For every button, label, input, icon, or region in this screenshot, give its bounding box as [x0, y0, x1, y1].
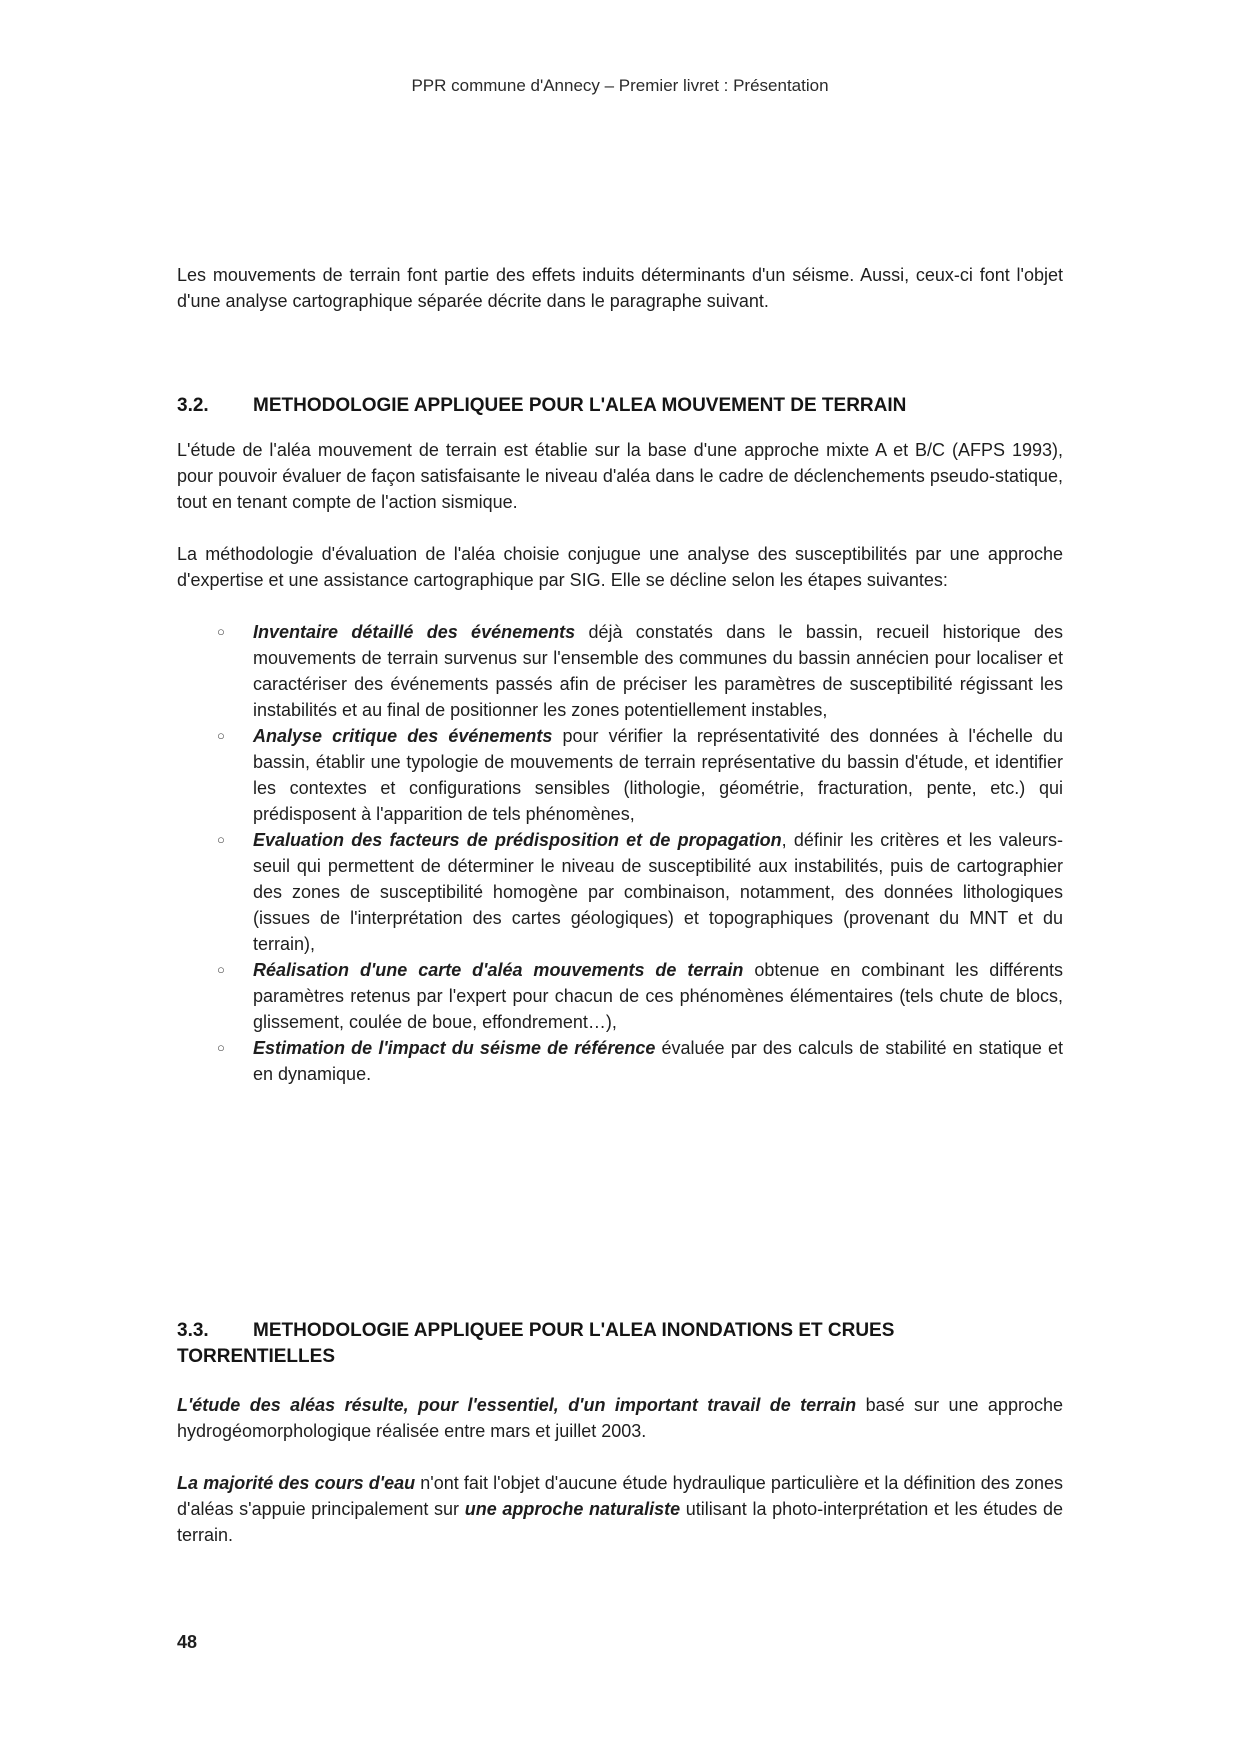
section-3-3-heading-continued: TORRENTIELLES: [177, 1346, 335, 1367]
section-3-2-heading: [177, 393, 1063, 419]
section-number: 3.2.: [177, 395, 209, 416]
list-item: [177, 619, 1063, 723]
emphasis-text: L'étude des aléas résulte, pour l'essentiel, d'un important travail de terrain: [177, 1395, 857, 1415]
step-title: Réalisation d'une carte d'aléa mouvements de terrain: [253, 960, 744, 980]
body-text: utilisant la photo-interprétation et les études de terrain.: [177, 1499, 1063, 1545]
step-text: pour vérifier la représentativité des données à l'échelle du bassin, établir une typologie de mouvements de terrain représentative du bassin d'étude, et identifier les contextes et configurations sensibles (lithologie, géométrie, fracturation, pente, etc.) qui prédisposent à l'apparition de tels phénomènes,: [253, 726, 1064, 824]
list-item: [177, 723, 1063, 827]
section-3-3: [177, 1318, 1063, 1548]
step-text: obtenue en combinant les différents paramètres retenus par l'expert pour chacun de ces phénomènes élémentaires (tels chute de blocs, glissement, coulée de boue, effondrement…),: [253, 960, 1063, 1032]
list-item: [177, 827, 1063, 957]
step-text: déjà constatés dans le bassin, recueil historique des mouvements de terrain survenus sur l'ensemble des communes du bassin annécien pour localiser et caractériser des événements passés afin de préciser les paramètres de susceptibilité régissant les instabilités et au final de positionner les zones potentiellement instables,: [253, 622, 1063, 720]
section-3-3-heading: [177, 1318, 1063, 1344]
intro-paragraph: Les mouvements de terrain font partie des effets induits déterminants d'un séisme. Aussi, ceux-ci font l'objet d'une analyse cartographique séparée décrite dans le paragraphe suivant.: [177, 265, 1063, 311]
section-3-2-paragraph-1: L'étude de l'aléa mouvement de terrain est établie sur la base d'une approche mixte A et B/C (AFPS 1993), pour pouvoir évaluer de façon satisfaisante le niveau d'aléa dans le cadre de déclenchements pseudo-statique, tout en tenant compte de l'action sismique.: [177, 440, 1063, 512]
list-item: [177, 1035, 1063, 1087]
step-text: évaluée par des calculs de stabilité en statique et en dynamique.: [253, 1038, 1064, 1084]
section-3-2-paragraph-2: La méthodologie d'évaluation de l'aléa choisie conjugue une analyse des susceptibilités par une approche d'expertise et une assistance cartographique par SIG. Elle se décline selon les étapes suivantes:: [177, 544, 1063, 590]
body-text: n'ont fait l'objet d'aucune étude hydraulique particulière et la définition des zones d'aléas s'appuie principalement sur: [177, 1473, 1064, 1519]
circle-bullet-icon: ○: [217, 728, 225, 743]
intro-block: [177, 262, 1063, 314]
emphasis-text: une approche naturaliste: [464, 1499, 681, 1519]
running-header: PPR commune d'Annecy – Premier livret : Présentation: [411, 76, 829, 95]
section-number: 3.3.: [177, 1320, 209, 1341]
page-number: 48: [177, 1632, 198, 1652]
section-3-2: [177, 393, 1063, 1087]
circle-bullet-icon: ○: [217, 832, 225, 847]
emphasis-text: La majorité des cours d'eau: [177, 1473, 416, 1493]
section-title: METHODOLOGIE APPLIQUEE POUR L'ALEA MOUVEMENT DE TERRAIN: [253, 395, 907, 416]
circle-bullet-icon: ○: [217, 962, 225, 977]
step-text: , définir les critères et les valeurs-seuil qui permettent de déterminer le niveau de susceptibilité aux instabilités, puis de cartographier des zones de susceptibilité homogène par combinaison, notamment, des données lithologiques (issues de l'interprétation des cartes géologiques) et topographiques (provenant du MNT et du terrain),: [253, 830, 1064, 954]
section-title-line-1: METHODOLOGIE APPLIQUEE POUR L'ALEA INONDATIONS ET CRUES: [253, 1320, 895, 1341]
circle-bullet-icon: ○: [217, 624, 225, 639]
methodology-steps-list: [177, 619, 1063, 1087]
step-title: Analyse critique des événements: [253, 726, 553, 746]
step-title: Inventaire détaillé des événements: [253, 622, 576, 642]
section-3-3-paragraph-2: [177, 1470, 1063, 1548]
list-item: [177, 957, 1063, 1035]
step-title: Evaluation des facteurs de prédisposition et de propagation: [253, 830, 782, 850]
body-text: basé sur une approche hydrogéomorphologique réalisée entre mars et juillet 2003.: [177, 1395, 1063, 1441]
section-3-3-paragraph-1: [177, 1392, 1063, 1444]
circle-bullet-icon: ○: [217, 1040, 225, 1055]
step-title: Estimation de l'impact du séisme de référence: [253, 1038, 656, 1058]
